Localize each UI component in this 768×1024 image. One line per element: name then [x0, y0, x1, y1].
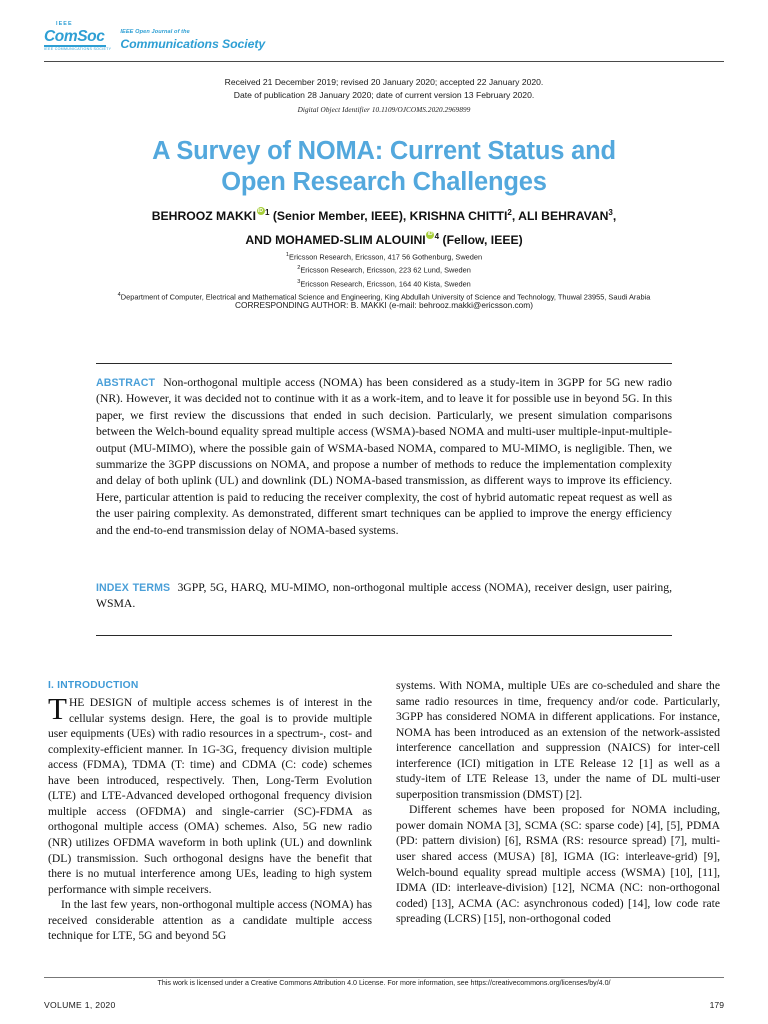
footer-divider: [44, 977, 724, 978]
affiliation-list: [24, 250, 744, 303]
author-affil-ref-2: 2: [507, 208, 512, 217]
journal-title-block: [120, 29, 265, 52]
doi-line: Digital Object Identifier 10.1109/OJCOMS.2020.2969899: [297, 106, 471, 114]
corresponding-author: CORRESPONDING AUTHOR: B. MAKKI (e-mail: behrooz.makki@ericsson.com): [235, 300, 533, 310]
journal-masthead: [44, 20, 724, 54]
title-line-2: Open Research Challenges: [221, 168, 547, 196]
affiliation-marker: 4: [117, 291, 121, 298]
intro-paragraph: [48, 691, 372, 897]
body-columns: [48, 678, 720, 968]
abstract-rule-bottom: [96, 635, 672, 636]
abstract-block: [96, 375, 672, 539]
column-left: [48, 678, 372, 968]
right-paragraph-1: systems. With NOMA, multiple UEs are co-scheduled and share the same radio resources in time, frequency and/or code. Particularly, 3GPP has considered NOMA in different applications. For instance, NOMA has been introduced as an extension of the network-assisted interference cancellation and suppression (NAICS) for inter-cell interference (ICI) mitigation in LTE Release 12 [1] as well as a study-item of LTE Release 13, under the name of DL multi-user superposition transmission (DMST) [2].: [396, 679, 720, 801]
affiliation-item: [24, 277, 744, 290]
comsoc-society-line: IEEE COMMUNICATIONS SOCIETY: [44, 47, 112, 52]
author-behravan: , ALI BEHRAVAN: [511, 209, 609, 224]
column-right: [396, 678, 720, 968]
journal-name: Communications Society: [120, 36, 266, 51]
affiliation-text: Ericsson Research, Ericsson, 223 62 Lund, Sweden: [300, 265, 471, 275]
author-alouini: AND MOHAMED-SLIM ALOUINI: [245, 232, 426, 247]
journal-kicker: IEEE Open Journal of the: [120, 29, 190, 36]
received-line-2: Date of publication 28 January 2020; date of current version 13 February 2020.: [233, 90, 535, 101]
abstract-label: ABSTRACT: [96, 377, 156, 389]
author-affil-ref-4: 4: [434, 231, 440, 241]
affiliation-item: [24, 250, 744, 263]
index-terms-label: INDEX TERMS: [96, 582, 171, 594]
orcid-icon[interactable]: [426, 231, 434, 239]
comsoc-logo-mark: [44, 22, 111, 52]
index-terms-text: 3GPP, 5G, HARQ, MU-MIMO, non-orthogonal multiple access (NOMA), receiver design, user pairing, WSMA.: [96, 581, 673, 611]
affiliation-marker: 1: [285, 252, 290, 258]
author-makki-role: (Senior Member, IEEE), KRISHNA CHITTI: [269, 209, 508, 224]
received-line-1: Received 21 December 2019; revised 20 January 2020; accepted 22 January 2020.: [224, 77, 544, 87]
affiliation-item: [24, 263, 744, 276]
page-number: 179: [709, 1000, 724, 1010]
affiliation-text: Ericsson Research, Ericsson, 164 40 Kista, Sweden: [300, 279, 471, 288]
right-paragraph-2: Different schemes have been proposed for NOMA including, power domain NOMA [3], SCMA (SC: sparse code) [4], [5], PDMA (PD: pattern division) [6], RSMA (RS: resource spread) [7], multi-user shared access (MUSA) [8], IGMA (IG: interleave-grid) [9], Welch-bound equality spread multiple access (WSMA) [10], [11], IDMA (ID: interleave-division) [12], NCMA (NC: non-orthogonal coded) [13], ACMA (AC: asynchronous coded) [14], low code rate spreading (LCRS) [15], non-orthogonal coded: [396, 803, 720, 926]
affiliation-marker: 3: [297, 278, 301, 285]
intro-paragraph-text: HE DESIGN of multiple access schemes is of interest in the cellular systems design. Here, the goal is to provide multiple user equipments (UEs) with radio resources in a spectrum-, cost- and complexity-efficient manner. In 1G-3G, frequency division multiple access (FDMA), TDMA (T: time) and CDMA (C: code) schemes have been introduced, respectively. Then, Long-Term Evolution (LTE) and LTE-Advanced developed orthogonal frequency division multiple access (OFDMA) and single-carrier (SC)-FDMA as orthogonal multiple access (OMA) schemes. Also, 5G new radio (NR) utilizes OFDMA waveform in both uplink (UL) and downlink (DL) transmission. Such orthogonal designs have the benefit that there is no mutual interference among UEs, leading to high system performance with simple receivers.: [48, 696, 372, 896]
publication-dates: [44, 76, 724, 102]
affiliation-text: Ericsson Research, Ericsson, 417 56 Gothenburg, Sweden: [289, 252, 483, 262]
author-affil-ref-3: 3: [608, 208, 613, 217]
index-terms-block: [96, 580, 672, 613]
page-title: [84, 136, 684, 198]
orcid-icon[interactable]: [257, 207, 265, 215]
author-alouini-role: (Fellow, IEEE): [439, 232, 523, 247]
abstract-text: Non-orthogonal multiple access (NOMA) has been considered as a study-item in 3GPP for 5G new radio (NR). However, it was decided not to continue with it as a work-item, and to leave it for possible use in beyond 5G. In this paper, we first review the discussions that ended in such decision. Particularly, we present simulation comparisons between the Welch-bound equality spread multiple access (WSMA)-based NOMA and multi-user multiple-input-multiple-output (MU-MIMO), where the possible gain of WSMA-based NOMA, compared to MU-MIMO, is negligible. Then, we summarize the 3GPP discussions on NOMA, and propose a number of methods to reduce the implementation complexity and delay of both uplink (UL) and downlink (DL) NOMA-based transmission, as different ways to improve its efficiency. Here, particular attention is paid to reducing the receiver complexity, the cost of hybrid automatic repeat request as well as the user pairing complexity. As demonstrated, different smart techniques can be applied to improve the energy efficiency and the end-to-end transmission delay of NOMA-based systems.: [96, 376, 672, 537]
license-notice: This work is licensed under a Creative Commons Attribution 4.0 License. For more information, see https://creativecommons.org/licenses/by/4.0/: [157, 979, 611, 987]
section-heading-introduction: I. INTRODUCTION: [48, 680, 139, 691]
affiliation-text: Department of Computer, Electrical and Mathematical Science and Engineering, King Abdullah University of Science and Technology, Thuwal 23955, Saudi Arabia: [120, 292, 651, 302]
author-makki: BEHROOZ MAKKI: [151, 209, 256, 224]
ieee-comsoc-logo: [44, 22, 265, 52]
masthead-divider: [44, 61, 724, 62]
comsoc-wordmark: ComSoc: [44, 27, 105, 45]
abstract-rule-top: [96, 363, 672, 364]
author-affil-ref-1: 1: [265, 208, 270, 217]
author-line-1: [64, 203, 704, 227]
affiliation-marker: 2: [297, 265, 301, 272]
author-line1-tail: ,: [612, 209, 617, 224]
ieee-wordmark: IEEE: [56, 21, 73, 28]
drop-cap: T: [48, 691, 67, 727]
title-line-1: A Survey of NOMA: Current Status and: [152, 137, 616, 165]
left-paragraph-2: In the last few years, non-orthogonal multiple access (NOMA) has received considerable attention as a candidate multiple access technique for LTE, 5G and beyond 5G: [48, 898, 372, 943]
volume-label: VOLUME 1, 2020: [44, 1000, 116, 1010]
author-list: [64, 203, 704, 250]
author-line-2: [64, 227, 704, 251]
